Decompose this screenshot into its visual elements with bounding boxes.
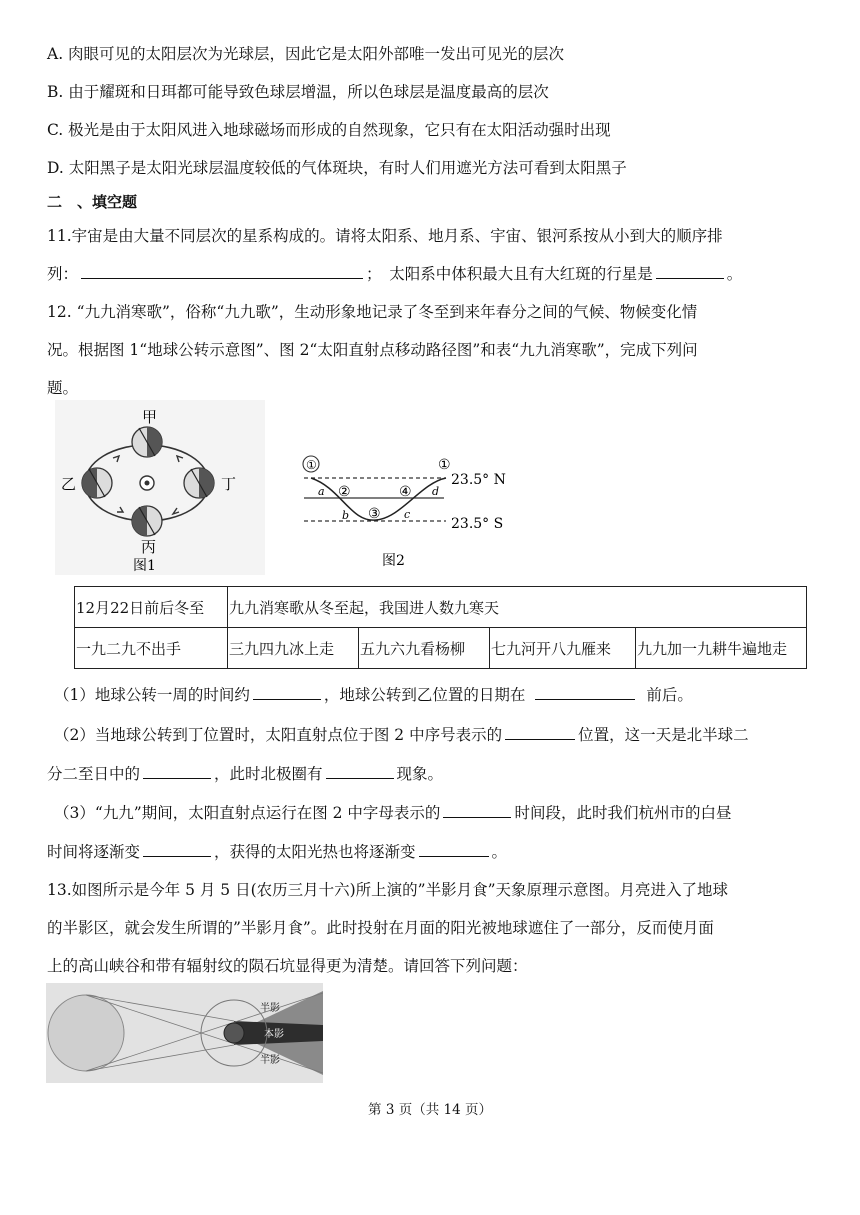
table-cell: 一九二九不出手 <box>75 628 228 669</box>
q11-end: 。 <box>726 265 743 283</box>
sub2-blank-solarterm[interactable] <box>143 763 211 780</box>
letter-c: c <box>404 508 411 521</box>
nine-nines-table <box>74 586 807 669</box>
q12-line3: 题。 <box>47 379 79 397</box>
sub-question-3-line1 <box>54 801 731 823</box>
sub-question-2-line1 <box>54 723 749 745</box>
marker-2: ② <box>338 484 351 500</box>
table-cell: 九九消寒歌从冬至起，我国进人数九寒天 <box>228 587 807 628</box>
option-b: B. 由于耀斑和日珥都可能导致色球层增温，所以色球层是温度最高的层次 <box>47 83 549 101</box>
sub3-text-d: ，获得的太阳光热也将逐渐变 <box>214 843 416 861</box>
sub2-text-a: （2）当地球公转到丁位置时，太阳直射点位于图 2 中序号表示的 <box>54 726 503 744</box>
sub3-blank-daylength[interactable] <box>143 841 211 858</box>
option-c: C. 极光是由于太阳风进入地球磁场而形成的自然现象，它只有在太阳活动强时出现 <box>47 121 611 139</box>
option-d: D. 太阳黑子是太阳光球层温度较低的气体斑块，有时人们用遮光方法可看到太阳黑子 <box>47 159 627 177</box>
q11-blank-planet[interactable] <box>656 263 724 280</box>
earth-disc <box>224 1023 244 1043</box>
table-cell: 三九四九冰上走 <box>228 628 359 669</box>
sub3-text-b: 时间段，此时我们杭州市的白昼 <box>514 804 732 822</box>
sub1-text-b: ，地球公转到乙位置的日期在 <box>323 686 526 704</box>
figure-2-caption: 图2 <box>382 553 405 569</box>
sub-question-1 <box>54 683 693 705</box>
sub2-blank-phenomenon[interactable] <box>326 763 394 780</box>
lat-north: 23.5° N <box>451 472 506 488</box>
label-umbra: 本影 <box>264 1029 284 1040</box>
label-yi: 乙 <box>61 475 77 493</box>
sub1-text-a: （1）地球公转一周的时间约 <box>54 686 250 704</box>
lat-south: 23.5° S <box>451 516 504 532</box>
section-title: 二 、填空题 <box>47 193 138 211</box>
q12-line2: 况。根据图 1“地球公转示意图”、图 2“太阳直射点移动路径图”和表“九九消寒歌”，完成下列问 <box>47 341 698 359</box>
sub1-blank-date[interactable] <box>535 684 635 701</box>
sub3-text-c: 时间将逐渐变 <box>47 843 141 861</box>
q11-text: ； 太阳系中体积最大且有大红斑的行星是 <box>366 265 653 283</box>
marker-4: ④ <box>399 484 412 500</box>
table-cell: 九九加一九耕牛遍地走 <box>636 628 807 669</box>
option-a: A. 肉眼可见的太阳层次为光球层，因此它是太阳外部唯一发出可见光的层次 <box>47 45 565 63</box>
letter-d: d <box>432 485 440 498</box>
marker-1-right: ① <box>438 457 451 473</box>
label-bing: 丙 <box>141 538 157 556</box>
q11-line1: 11.宇宙是由大量不同层次的星系构成的。请将太阳系、地月系、宇宙、银河系按从小到大的顺序排 <box>47 227 723 245</box>
sub1-blank-period[interactable] <box>253 684 321 701</box>
figure-2-subsolar-path <box>296 448 521 573</box>
sub-question-3-line2 <box>47 840 507 862</box>
marker-3: ③ <box>368 506 381 522</box>
earth-jia <box>132 427 162 457</box>
table-row <box>75 587 807 628</box>
q13-line2: 的半影区，就会发生所谓的”半影月食”。此时投射在月面的阳光被地球遮住了一部分，反而使月面 <box>47 919 714 937</box>
earth-bing <box>132 506 162 536</box>
q11-blank-order[interactable] <box>81 263 363 280</box>
page-footer: 第 3 页（共 14 页） <box>368 1102 492 1118</box>
sub2-text-e: 现象。 <box>396 765 444 783</box>
sub1-text-c: 前后。 <box>646 686 693 704</box>
table-cell: 五九六九看杨柳 <box>359 628 490 669</box>
sub3-blank-segment[interactable] <box>443 802 511 819</box>
earth-ding <box>184 468 214 498</box>
sub-question-2-line2 <box>47 762 443 784</box>
q11-label: 列： <box>47 265 79 283</box>
figure-1-earth-revolution <box>55 400 265 575</box>
label-ding: 丁 <box>221 475 237 493</box>
sub2-text-b: 位置，这一天是北半球二 <box>578 726 749 744</box>
letter-b: b <box>342 509 350 522</box>
letter-a: a <box>318 485 325 498</box>
label-jia: 甲 <box>142 408 158 426</box>
figure-1-caption: 图1 <box>133 558 156 574</box>
earth-yi <box>82 468 112 498</box>
sub3-text-e: 。 <box>491 843 508 861</box>
table-cell: 12月22日前后冬至 <box>75 587 228 628</box>
table-cell: 七九河开八九雁来 <box>490 628 636 669</box>
q13-line3: 上的高山峡谷和带有辐射纹的陨石坑显得更为清楚。请回答下列问题： <box>47 957 528 975</box>
sub2-text-d: ，此时北极圈有 <box>214 765 323 783</box>
sub3-text-a: （3）“九九”期间，太阳直射点运行在图 2 中字母表示的 <box>54 804 441 822</box>
figure-3-eclipse-diagram <box>46 983 323 1083</box>
label-penumbra-top: 半影 <box>260 1003 280 1014</box>
marker-1-left: ① <box>306 458 317 472</box>
sun-disc <box>48 995 124 1071</box>
q13-line1: 13.如图所示是今年 5 月 5 日(农历三月十六)所上演的”半影月食”天象原理示意图。月亮进入了地球 <box>47 881 729 899</box>
label-penumbra-bottom: 半影 <box>260 1055 280 1066</box>
sub2-blank-position[interactable] <box>505 724 575 741</box>
sub3-blank-heat[interactable] <box>419 841 489 858</box>
q11-line2 <box>47 262 742 284</box>
q12-line1: 12. “九九消寒歌”，俗称“九九歌”，生动形象地记录了冬至到来年春分之间的气候、物候变化情 <box>47 303 698 321</box>
sub2-text-c: 分二至日中的 <box>47 765 141 783</box>
table-row <box>75 628 807 669</box>
